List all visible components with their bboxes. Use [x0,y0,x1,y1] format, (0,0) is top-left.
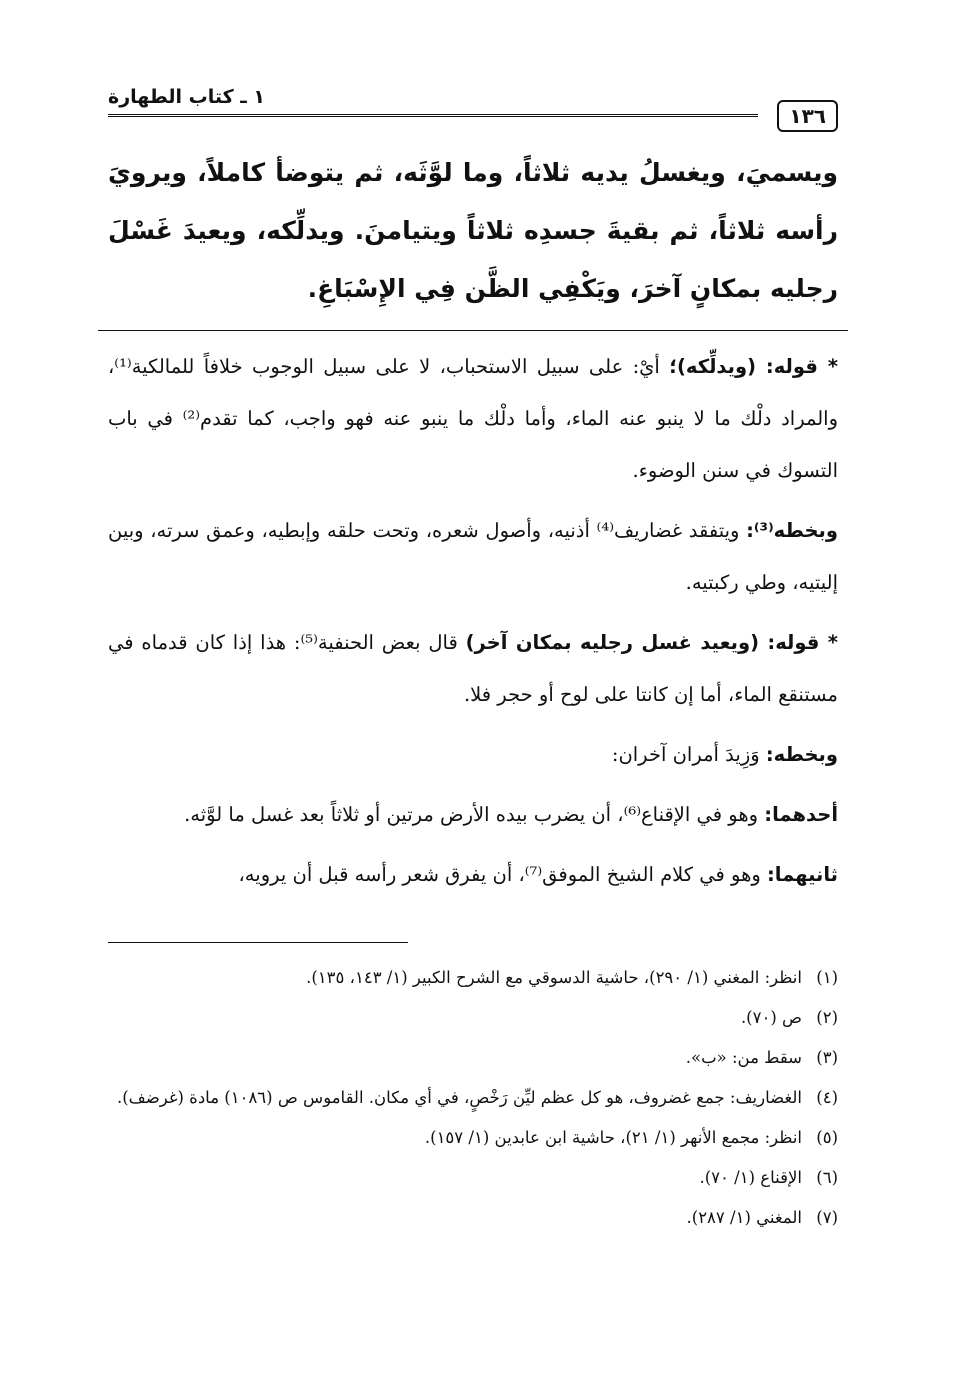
commentary-paragraph [108,505,838,609]
footnotes [108,958,838,1238]
footnote [108,1078,838,1118]
footnote-number: (٤) [816,1088,838,1107]
footnote-number: (٥) [816,1128,838,1147]
commentary-paragraph [108,849,838,901]
footnote [108,1158,838,1198]
footnote-number: (٦) [816,1168,838,1187]
commentary-paragraph [108,789,838,841]
book-page [108,80,838,1227]
footnote-divider [108,942,408,943]
footnote-number: (٧) [816,1208,838,1227]
footnote-text: سقط من: «ب». [685,1048,802,1067]
footnote-text: الإقناع (١/ ٧٠). [699,1168,802,1187]
footnote [108,998,838,1038]
paragraph-text: وهو في كلام الشيخ الموفق⁽⁷⁾، أن يفرق شعر رأسه قبل أن يرويه، [238,863,767,886]
page-number: ١٣٦ [777,100,838,132]
footnote [108,1198,838,1238]
paragraph-lead: أحدهما: [764,803,838,826]
footnote-text: ص (٧٠). [740,1008,802,1027]
paragraph-lead: * قوله: (ويدلِّكه)؛ [669,355,838,378]
paragraph-lead: وبخطه⁽³⁾: [746,519,838,542]
header-divider [108,114,758,119]
matn-text: ويسميَ، ويغسلُ يديه ثلاثاً، وما لوَّثَه، ثم يتوضأ كاملاً، ويرويَ رأسه ثلاثاً، ثم بقيةَ جسدِه ثلاثاً ويتيامنَ. ويدلِّكه، ويعيدَ غَسْلَ رجليه بمكانٍ آخرَ، ويَكْفِي الظَّن فِي الإِسْبَاغِ. [108,158,838,303]
footnote-text: انظر: مجمع الأنهر (١/ ٢١)، حاشية ابن عابدين (١/ ١٥٧). [424,1128,802,1147]
paragraph-text: ويتفقد غضاريف⁽⁴⁾ أذنيه، وأصول شعره، وتحت حلقه وإبطيه، وعمق سرته، وبين إليتيه، وطي ركبتيه. [108,519,838,594]
paragraph-lead: * قوله: (ويعيد غسل رجليه بمكان آخر) [465,631,838,654]
paragraph-text: وهو في الإقناع⁽⁶⁾، أن يضرب بيده الأرض مرتين أو ثلاثاً بعد غسل ما لوَّثه. [184,803,765,826]
footnote-number: (٢) [816,1008,838,1027]
paragraph-lead: ثانيهما: [767,863,838,886]
page-header [108,80,838,132]
footnote-text: المغني (١/ ٢٨٧). [686,1208,802,1227]
paragraph-lead: وبخطه: [765,743,838,766]
commentary-paragraph [108,729,838,781]
commentary-paragraph [108,341,838,497]
footnote-number: (٣) [816,1048,838,1067]
footnote-text: انظر: المغني (١/ ٢٩٠)، حاشية الدسوقي مع الشرح الكبير (١/ ١٤٣، ١٣٥). [306,968,802,987]
footnote [108,1118,838,1158]
paragraph-text: أيْ: على سبيل الاستحباب، لا على سبيل الوجوب خلافاً للمالكية⁽¹⁾، والمراد دلْك ما لا ينبو عنه الماء، وأما دلْك ما ينبو عنه فهو واجب، كما تقدم⁽²⁾ في باب التسوك في سنن الوضوء. [108,355,838,482]
footnote-text: الغضاريف: جمع غضروف، هو كل عظم ليِّن رَخْصٍ، في أي مكان. القاموس ص (١٠٨٦) مادة (غرضف). [116,1088,802,1107]
commentary [108,341,838,901]
commentary-paragraph [108,617,838,721]
paragraph-text: قال بعض الحنفية⁽⁵⁾: هذا إذا كان قدماه في مستنقع الماء، أما إن كانتا على لوح أو حجر فلا. [108,631,838,706]
footnote-number: (١) [816,968,838,987]
chapter-title: ١ ـ كتاب الطهارة [108,86,265,108]
footnote [108,1038,838,1078]
paragraph-text: وَزِيدَ أمران آخران: [611,743,766,766]
footnote [108,958,838,998]
section-divider [98,330,848,331]
